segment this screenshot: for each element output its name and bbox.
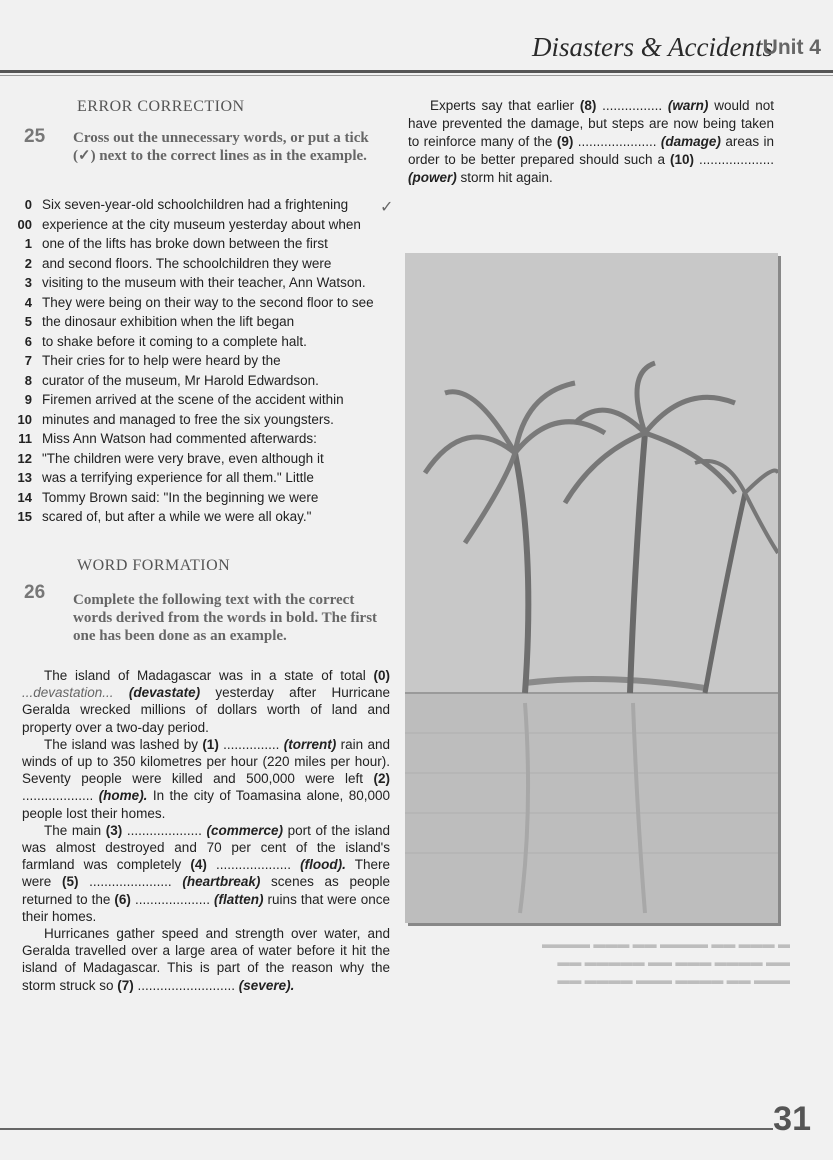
correction-line[interactable] <box>0 195 400 215</box>
paragraph-3: The main (3) .................... (commerce) port of the island was almost destroyed and 70 per cent of the island's farmland was completely (4) .................... (flood). There were (5) ...................... (heartbreak) scenes as people returned to the (6) .................... (flatten) ruins that were once their homes. <box>22 822 390 924</box>
line-number: 5 <box>24 314 32 330</box>
gap-7[interactable]: .......................... <box>133 977 239 993</box>
word-formation-heading: WORD FORMATION <box>77 557 231 574</box>
correction-line[interactable] <box>0 507 400 527</box>
correction-line[interactable] <box>0 390 400 410</box>
correction-line[interactable] <box>0 351 400 371</box>
error-correction-instruction: Cross out the unnecessary words, or put a tick (✓) next to the correct lines as in the example. <box>73 130 369 164</box>
gap-2[interactable]: ................... <box>22 788 99 804</box>
task-number-26: 26 <box>24 582 46 603</box>
line-text: minutes and managed to free the six youngsters. <box>42 411 334 427</box>
line-number: 11 <box>18 431 32 447</box>
paragraph-1: The island of Madagascar was in a state of total (0) ...devastation... (devastate) yesterday after Hurricane Geralda wrecked millions of dollars worth of land and property over a two-day period. <box>22 668 390 735</box>
line-text: one of the lifts has broke down between the first <box>42 236 328 252</box>
correction-line[interactable] <box>0 234 400 254</box>
header-divider-thin <box>0 75 833 76</box>
line-number: 14 <box>17 489 32 505</box>
correction-line[interactable] <box>0 215 400 235</box>
correction-line[interactable] <box>0 468 400 488</box>
gap-1[interactable]: ............... <box>218 736 284 752</box>
correction-line[interactable] <box>0 312 400 332</box>
line-number: 9 <box>24 392 32 408</box>
paragraph-4: Hurricanes gather speed and strength over water, and Geralda travelled over a large area of water before it hit the island of Madagascar. This is part of the reason why the storm struck so (7) .......................... (severe). <box>22 926 390 993</box>
line-number: 7 <box>24 353 32 369</box>
correction-line[interactable] <box>0 429 400 449</box>
line-text: was a terrifying experience for all them." Little <box>42 470 314 486</box>
line-text: the dinosaur exhibition when the lift began <box>42 314 295 330</box>
line-number: 4 <box>24 294 32 310</box>
tick-mark: ✓ <box>380 199 394 216</box>
line-number: 15 <box>17 509 32 525</box>
palm-trees-photo <box>405 253 778 923</box>
line-text: They were being on their way to the second floor to see <box>42 294 374 310</box>
line-number: 1 <box>24 236 32 252</box>
line-text: Tommy Brown said: "In the beginning we were <box>42 489 319 505</box>
bleed-through-text: ▬ ▬▬▬ ▬▬ ▬▬▬▬ ▬▬ ▬▬▬ ▬▬▬▬ ▬▬ ▬▬▬▬ ▬▬▬ ▬▬ ▬▬▬▬▬ ▬▬ ▬▬▬ ▬▬ ▬▬▬▬ ▬▬▬ ▬▬▬▬ ▬▬ <box>541 937 790 987</box>
correction-line[interactable] <box>0 332 400 352</box>
page-number: 31 <box>773 1100 811 1138</box>
gap-3[interactable]: .................... <box>122 822 207 838</box>
line-text: curator of the museum, Mr Harold Edwardson. <box>42 372 319 388</box>
task-number-25: 25 <box>24 126 46 147</box>
header-divider <box>0 70 833 73</box>
line-number: 2 <box>24 255 32 271</box>
page-header-title: Disasters & Accidents <box>532 32 773 62</box>
line-number: 6 <box>24 333 32 349</box>
line-number: 10 <box>17 411 32 427</box>
palm-trees-illustration <box>405 253 778 923</box>
gap-5[interactable]: ...................... <box>78 874 183 890</box>
line-text: experience at the city museum yesterday about when <box>42 216 361 232</box>
line-text: scared of, but after a while we were all okay." <box>42 509 312 525</box>
correction-line[interactable] <box>0 449 400 469</box>
hurricane-text <box>22 667 390 994</box>
correction-line[interactable] <box>0 273 400 293</box>
unit-label: Unit 4 <box>762 36 821 59</box>
correction-line[interactable] <box>0 410 400 430</box>
line-number: 8 <box>24 372 32 388</box>
correction-line[interactable] <box>0 371 400 391</box>
experts-paragraph: Experts say that earlier (8) ................ (warn) would not have prevented the damage, but steps are now being taken to reinforce many of the (9) ..................... (damage) areas in order to be better prepared should such a (10) .................... (power) storm hit again. <box>408 98 774 185</box>
error-correction-lines <box>0 195 400 527</box>
word-formation-instruction: Complete the following text with the correct words derived from the words in bold. The first one has been done as an example. <box>73 592 378 644</box>
error-correction-heading: ERROR CORRECTION <box>77 98 245 115</box>
line-text: Six seven-year-old schoolchildren had a frightening <box>42 197 349 213</box>
correction-line[interactable] <box>0 488 400 508</box>
gap-9[interactable]: ..................... <box>573 134 661 149</box>
line-number: 12 <box>17 450 32 466</box>
gap-8[interactable]: ................ <box>596 98 668 113</box>
example-answer: ...devastation... <box>22 685 114 701</box>
line-number: 00 <box>17 216 32 232</box>
gap-4[interactable]: .................... <box>206 857 301 873</box>
line-number: 13 <box>17 470 32 486</box>
footer-divider <box>0 1128 773 1130</box>
gap-6[interactable]: .................... <box>130 891 215 907</box>
line-text: to shake before it coming to a complete halt. <box>42 333 307 349</box>
line-text: and second floors. The schoolchildren they were <box>42 255 332 271</box>
line-number: 3 <box>24 275 32 291</box>
line-text: Their cries for to help were heard by the <box>42 353 281 369</box>
paragraph-2: The island was lashed by (1) ............... (torrent) rain and winds of up to 350 kilometres per hour (220 miles per hour). Seventy people were killed and 500,000 were left (2) ................... (home). In the city of Toamasina alone, 80,000 people lost their homes. <box>22 736 391 821</box>
line-text: Miss Ann Watson had commented afterwards: <box>42 431 317 447</box>
correction-line[interactable] <box>0 293 400 313</box>
gap-10[interactable]: .................... <box>694 152 774 167</box>
line-text: Firemen arrived at the scene of the accident within <box>42 392 344 408</box>
correction-line[interactable] <box>0 254 400 274</box>
line-text: visiting to the museum with their teacher, Ann Watson. <box>42 275 366 291</box>
line-number: 0 <box>24 197 32 213</box>
line-text: "The children were very brave, even although it <box>42 450 324 466</box>
